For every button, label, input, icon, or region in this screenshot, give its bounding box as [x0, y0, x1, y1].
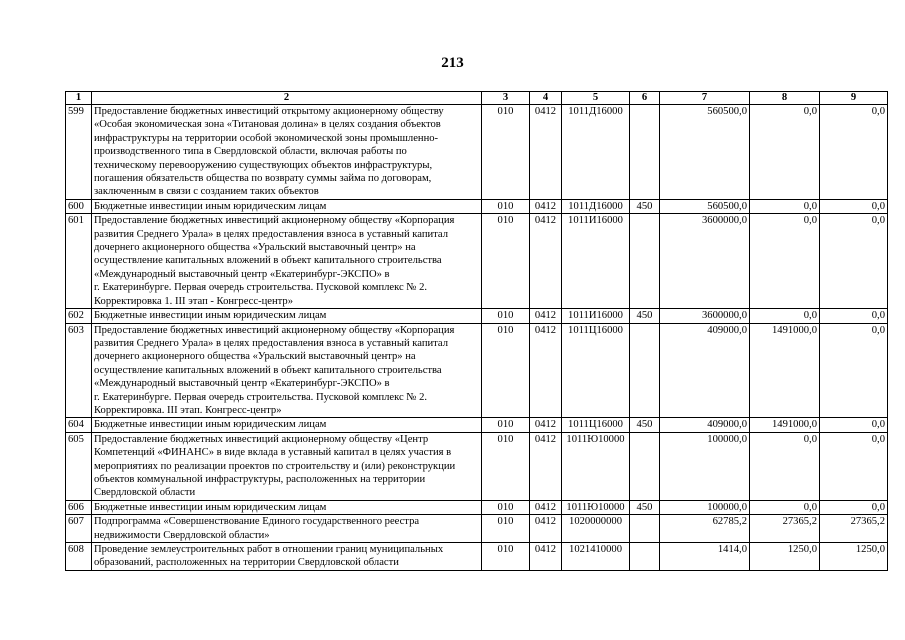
table-row — [66, 500, 888, 514]
amount-col-7: 1414,0 — [660, 543, 750, 571]
description-line: «Международный выставочный центр «Екатеринбург-ЭКСПО» в — [94, 268, 390, 280]
admin-code: 010 — [482, 432, 530, 500]
amount-col-7: 3600000,0 — [660, 214, 750, 309]
description-line: Проведение землеустроительных работ в отношении границ муниципальных — [94, 544, 444, 555]
admin-code: 010 — [482, 515, 530, 543]
column-header-1: 1 — [66, 92, 92, 105]
row-description — [92, 543, 482, 571]
description-line: Предоставление бюджетных инвестиций акционерному обществу «Центр — [94, 433, 429, 445]
column-header-8: 8 — [750, 92, 820, 105]
description-line: развития Среднего Урала» в целях предоставления взноса в уставный капитал — [94, 228, 449, 240]
amount-col-7: 560500,0 — [660, 199, 750, 213]
expense-type-code: 450 — [630, 500, 660, 514]
amount-col-8: 27365,2 — [750, 515, 820, 543]
admin-code: 010 — [482, 105, 530, 200]
column-header-6: 6 — [630, 92, 660, 105]
row-description — [92, 500, 482, 514]
column-header-3: 3 — [482, 92, 530, 105]
target-article-code: 1020000000 — [562, 515, 630, 543]
row-description — [92, 105, 482, 200]
table-row — [66, 323, 888, 418]
table-row — [66, 515, 888, 543]
amount-col-9: 0,0 — [820, 432, 888, 500]
amount-col-8: 1250,0 — [750, 543, 820, 571]
target-article-code: 1011И16000 — [562, 309, 630, 323]
amount-col-8: 0,0 — [750, 105, 820, 200]
column-header-7: 7 — [660, 92, 750, 105]
row-number: 601 — [66, 214, 92, 309]
target-article-code: 1011Ю10000 — [562, 432, 630, 500]
target-article-code: 1011Ц16000 — [562, 323, 630, 418]
admin-code: 010 — [482, 543, 530, 571]
section-code: 0412 — [530, 309, 562, 323]
description-line: Бюджетные инвестиции иным юридическим лицам — [94, 200, 327, 212]
description-line: производственного типа в Свердловской области, включая работы по — [94, 146, 407, 158]
section-code: 0412 — [530, 500, 562, 514]
section-code: 0412 — [530, 543, 562, 571]
column-header-9: 9 — [820, 92, 888, 105]
row-description — [92, 418, 482, 432]
description-line: Бюджетные инвестиции иным юридическим лицам — [94, 501, 327, 513]
table-row — [66, 214, 888, 309]
section-code: 0412 — [530, 432, 562, 500]
amount-col-9: 1250,0 — [820, 543, 888, 571]
amount-col-7: 100000,0 — [660, 500, 750, 514]
page-number: 213 — [441, 55, 464, 71]
expense-type-code: 450 — [630, 309, 660, 323]
description-line: Бюджетные инвестиции иным юридическим лицам — [94, 310, 327, 322]
amount-col-9: 0,0 — [820, 309, 888, 323]
amount-col-8: 0,0 — [750, 199, 820, 213]
amount-col-8: 1491000,0 — [750, 323, 820, 418]
expense-type-code — [630, 323, 660, 418]
admin-code: 010 — [482, 418, 530, 432]
amount-col-7: 409000,0 — [660, 323, 750, 418]
expense-type-code — [630, 515, 660, 543]
row-number: 607 — [66, 515, 92, 543]
row-number: 600 — [66, 199, 92, 213]
description-line: Предоставление бюджетных инвестиций акционерному обществу «Корпорация — [94, 215, 455, 227]
description-line: погашения обязательств общества по возврату суммы займа по договорам, — [94, 173, 432, 185]
description-line: заключенным в связи с созданием таких объектов — [94, 186, 319, 198]
section-code: 0412 — [530, 214, 562, 309]
amount-col-7: 62785,2 — [660, 515, 750, 543]
budget-table — [65, 91, 888, 571]
amount-col-9: 0,0 — [820, 500, 888, 514]
row-number: 605 — [66, 432, 92, 500]
expense-type-code: 450 — [630, 199, 660, 213]
amount-col-8: 0,0 — [750, 432, 820, 500]
target-article-code: 1011Ц16000 — [562, 418, 630, 432]
description-line: развития Среднего Урала» в целях предоставления взноса в уставный капитал — [94, 337, 449, 349]
row-description — [92, 199, 482, 213]
admin-code: 010 — [482, 199, 530, 213]
section-code: 0412 — [530, 105, 562, 200]
column-header-2: 2 — [92, 92, 482, 105]
row-number: 602 — [66, 309, 92, 323]
description-line: осуществление капитальных вложений в объект капитального строительства — [94, 255, 442, 267]
description-line: Предоставление бюджетных инвестиций акционерному обществу «Корпорация — [94, 324, 455, 336]
row-number: 604 — [66, 418, 92, 432]
row-description — [92, 432, 482, 500]
amount-col-9: 0,0 — [820, 323, 888, 418]
target-article-code: 1011Ю10000 — [562, 500, 630, 514]
description-line: Свердловской области — [94, 487, 196, 499]
amount-col-9: 0,0 — [820, 418, 888, 432]
row-number: 606 — [66, 500, 92, 514]
table-row — [66, 432, 888, 500]
description-line: недвижимости Свердловской области» — [94, 529, 270, 541]
admin-code: 010 — [482, 214, 530, 309]
amount-col-9: 27365,2 — [820, 515, 888, 543]
description-line: образований, расположенных на территории Свердловской области — [94, 557, 399, 569]
description-line: дочернего акционерного общества «Уральский выставочный центр» на — [94, 242, 416, 254]
target-article-code: 1011Д16000 — [562, 105, 630, 200]
admin-code: 010 — [482, 309, 530, 323]
table-row — [66, 199, 888, 213]
description-line: «Международный выставочный центр «Екатеринбург-ЭКСПО» в — [94, 378, 390, 390]
expense-type-code — [630, 214, 660, 309]
table-row — [66, 105, 888, 200]
table-header-row — [66, 92, 888, 105]
amount-col-7: 100000,0 — [660, 432, 750, 500]
table-row — [66, 309, 888, 323]
description-line: Бюджетные инвестиции иным юридическим лицам — [94, 419, 327, 431]
expense-type-code — [630, 105, 660, 200]
description-line: Предоставление бюджетных инвестиций открытому акционерному обществу — [94, 106, 444, 117]
row-number: 603 — [66, 323, 92, 418]
row-number: 599 — [66, 105, 92, 200]
amount-col-8: 0,0 — [750, 309, 820, 323]
column-header-5: 5 — [562, 92, 630, 105]
description-line: г. Екатеринбурге. Первая очередь строительства. Пусковой комплекс № 2. — [94, 282, 428, 294]
row-number: 608 — [66, 543, 92, 571]
amount-col-9: 0,0 — [820, 199, 888, 213]
table-row — [66, 543, 888, 571]
description-line: г. Екатеринбурге. Первая очередь строительства. Пусковой комплекс № 2. — [94, 391, 428, 403]
column-header-4: 4 — [530, 92, 562, 105]
expense-type-code: 450 — [630, 418, 660, 432]
table-row — [66, 418, 888, 432]
description-line: Корректировка 1. III этап - Конгресс-центр» — [94, 295, 293, 307]
admin-code: 010 — [482, 323, 530, 418]
expense-type-code — [630, 543, 660, 571]
description-line: техническому перевооружению существующих объектов инфраструктуры, — [94, 159, 433, 171]
section-code: 0412 — [530, 515, 562, 543]
amount-col-9: 0,0 — [820, 105, 888, 200]
description-line: объектов коммунальной инфраструктуры, расположенных на территории — [94, 473, 426, 485]
row-description — [92, 515, 482, 543]
target-article-code: 1011И16000 — [562, 214, 630, 309]
description-line: осуществление капитальных вложений в объект капитального строительства — [94, 364, 442, 376]
table-body — [66, 105, 888, 571]
description-line: инфраструктуры на территории особой экономической зоны промышленно- — [94, 132, 439, 144]
amount-col-7: 560500,0 — [660, 105, 750, 200]
amount-col-7: 409000,0 — [660, 418, 750, 432]
amount-col-8: 1491000,0 — [750, 418, 820, 432]
description-line: мероприятиях по реализации проектов по строительству и (или) реконструкции — [94, 460, 456, 472]
section-code: 0412 — [530, 418, 562, 432]
amount-col-8: 0,0 — [750, 214, 820, 309]
target-article-code: 1021410000 — [562, 543, 630, 571]
description-line: дочернего акционерного общества «Уральский выставочный центр» на — [94, 351, 416, 363]
admin-code: 010 — [482, 500, 530, 514]
expense-type-code — [630, 432, 660, 500]
row-description — [92, 214, 482, 309]
amount-col-7: 3600000,0 — [660, 309, 750, 323]
description-line: Корректировка. III этап. Конгресс-центр» — [94, 404, 282, 416]
description-line: Компетенций «ФИНАНС» в виде вклада в уставный капитал в целях участия в — [94, 447, 452, 459]
description-line: Подпрограмма «Совершенствование Единого государственного реестра — [94, 516, 420, 528]
section-code: 0412 — [530, 323, 562, 418]
amount-col-9: 0,0 — [820, 214, 888, 309]
amount-col-8: 0,0 — [750, 500, 820, 514]
row-description — [92, 309, 482, 323]
section-code: 0412 — [530, 199, 562, 213]
description-line: «Особая экономическая зона «Титановая долина» в целях создания объектов — [94, 119, 441, 131]
row-description — [92, 323, 482, 418]
target-article-code: 1011Д16000 — [562, 199, 630, 213]
